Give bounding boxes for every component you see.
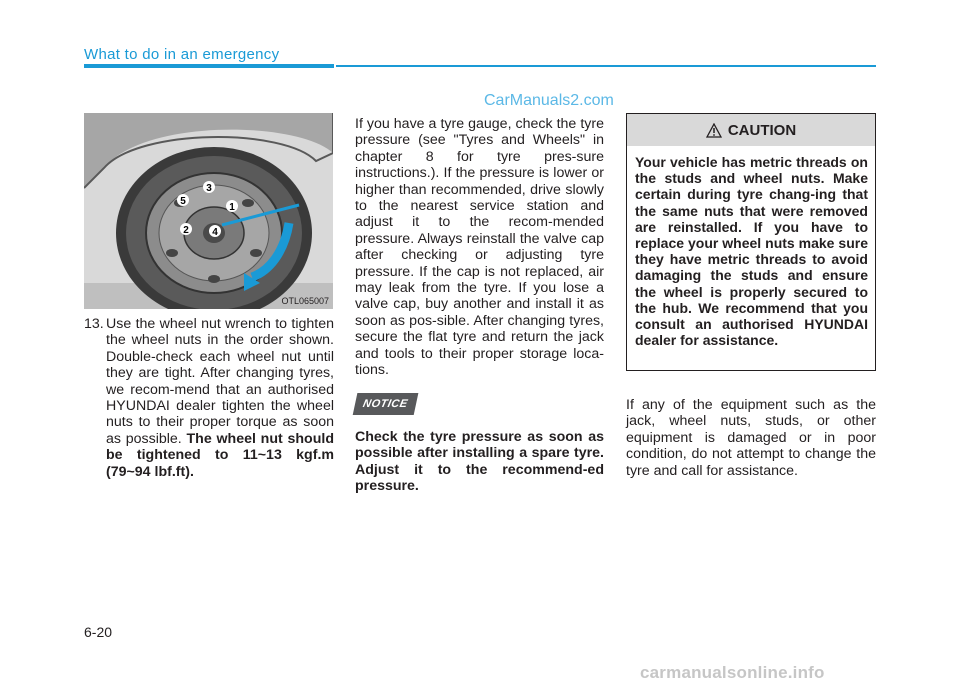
watermark-top: CarManuals2.com — [484, 92, 614, 109]
torque-spec: The wheel nut should be tightened to 11~13 kgf.m (79~94 lbf.ft). — [106, 430, 334, 480]
nut-label-5: 5 — [180, 196, 186, 207]
caution-title: CAUTION — [727, 121, 797, 139]
nut-label-4: 4 — [212, 227, 218, 238]
column-2 — [355, 116, 604, 495]
figure-code: OTL065007 — [281, 296, 329, 306]
step-13 — [84, 316, 334, 480]
section-title: What to do in an emergency — [84, 46, 280, 63]
notice-badge: NOTICE — [353, 393, 418, 415]
notice-text: Check the tyre pressure as soon as possible after installing a spare tyre. Adjust it to the recommend-ed pressure. — [355, 428, 604, 495]
step-body — [106, 316, 334, 480]
step-number: 13. — [84, 316, 104, 332]
header-rule-dark — [84, 64, 334, 68]
nut-label-2: 2 — [183, 225, 189, 236]
nut-label-1: 1 — [229, 202, 235, 213]
caution-box — [626, 113, 876, 371]
tyre-pressure-paragraph: If you have a tyre gauge, check the tyre pressure (see "Tyres and Wheels" in chapter 8 for tyre pres-sure instructions.). If the pressure is lower or higher than recommended, drive slowly to the nearest service station and adjust it to the recom-mended pressure. Always reinstall the valve cap after checking or adjusting tyre pressure. If the cap is not replaced, air may leak from the tyre. If you lose a valve cap, buy another and install it as soon as pos-sible. After changing tyres, secure the flat tyre and return the jack and tools to their proper storage loca-tions. — [355, 116, 604, 379]
column-3 — [626, 397, 876, 479]
step-text: Use the wheel nut wrench to tighten the wheel nuts in the order shown. Double-check each wheel nut until they are tight. After changing tyres, we recom-mend that an authorised HYUNDAI dealer tighten the wheel nuts to their proper torque as soon as possible. — [106, 316, 334, 447]
wheel-illustration — [84, 113, 333, 309]
caution-text: Your vehicle has metric threads on the studs and wheel nuts. Make certain during tyre chang-ing that the same nuts that were removed are reinstalled. If you have to replace your wheel nuts make sure they have metric threads to avoid damaging the studs and ensure the wheel is properly secured to the hub. We recommend that you consult an authorised HYUNDAI dealer for assistance. — [635, 154, 868, 349]
equipment-paragraph: If any of the equipment such as the jack, wheel nuts, studs, or other equipment is damaged or in poor condition, do not attempt to change the tyre and call for assistance. — [626, 397, 876, 479]
caution-header — [627, 114, 875, 146]
watermark-bottom: carmanualsonline.info — [640, 663, 825, 682]
nut-label-3: 3 — [206, 183, 212, 194]
column-1 — [84, 316, 334, 480]
wheel-nut-figure — [84, 113, 333, 309]
warning-triangle-icon — [706, 123, 722, 138]
page-number: 6-20 — [84, 624, 113, 640]
header-rule-light — [336, 65, 876, 67]
